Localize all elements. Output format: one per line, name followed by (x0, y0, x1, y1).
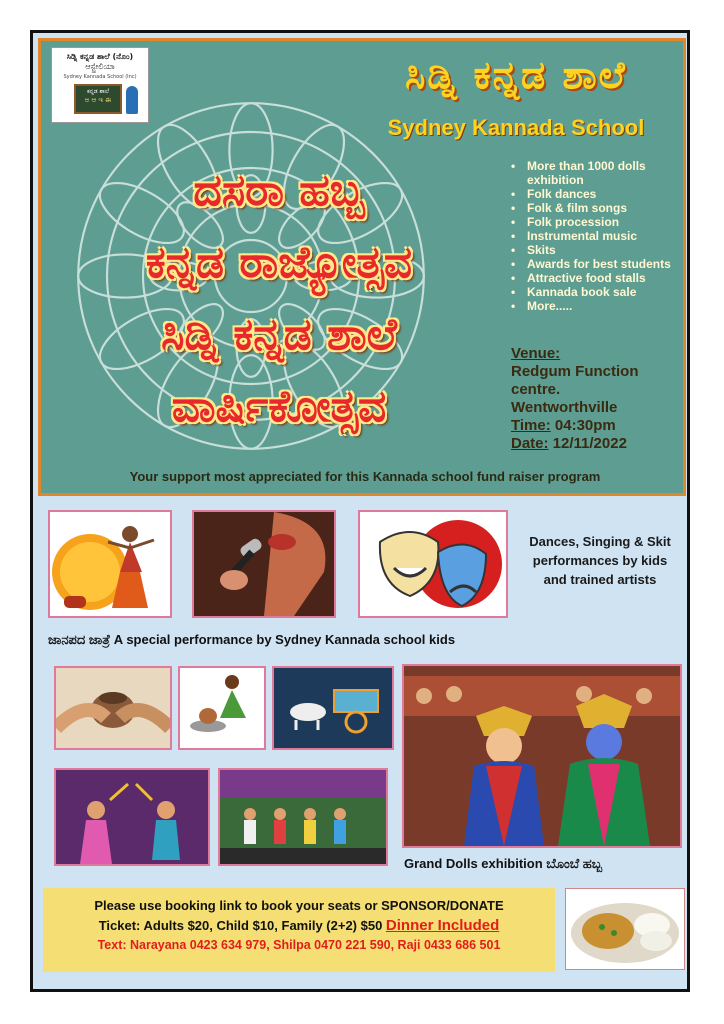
feature-item: • Kannada book sale (523, 285, 686, 299)
booking-panel (43, 888, 555, 972)
bullock-cart-icon (274, 668, 392, 748)
microphone-icon (194, 512, 334, 616)
feature-item: • More..... (523, 299, 686, 313)
village-fair-image (218, 768, 388, 866)
venue-line: Wentworthville (511, 399, 618, 416)
potter-wheel-image (178, 666, 266, 750)
village-procession-icon (220, 770, 386, 864)
booking-instruction: Please use booking link to book your seats or SPONSOR/DONATE (94, 898, 504, 913)
event-title-rajyotsava: ಕನ್ನಡ ರಾಜ್ಯೋತ್ಸವ (145, 237, 413, 288)
feature-item: • Awards for best students (523, 257, 686, 271)
contact-numbers: Text: Narayana 0423 634 979, Shilpa 0470 221 590, Raji 0433 686 501 (97, 938, 501, 952)
feature-item: • Folk & film songs (523, 201, 686, 215)
event-title-school: ಸಿಡ್ನಿ ಕನ್ನಡ ಶಾಲೆ (161, 309, 397, 360)
time-label: Time: (511, 417, 551, 434)
dolls-exhibition-caption: Grand Dolls exhibition ಬೊಂಬೆ ಹಬ್ಬ (404, 856, 603, 871)
logo-school-name: ಸಿಡ್ನಿ ಕನ್ನಡ ಶಾಲೆ (ನೊಂ) (66, 52, 134, 61)
venue-line: centre. (511, 381, 561, 398)
features-list (509, 159, 686, 313)
feature-item: • Folk dances (523, 187, 686, 201)
food-image (565, 888, 685, 970)
dolls-exhibition-image (402, 664, 682, 848)
top-panel (38, 38, 686, 496)
logo-country: ಆಸ್ಟ್ರೇಲಿಯಾ (85, 62, 115, 71)
ticket-prices (43, 917, 555, 934)
event-date (511, 435, 686, 453)
event-title-anniversary: ವಾರ್ಷಿಕೋತ್ಸವ (171, 381, 387, 432)
feature-item: • Skits (523, 243, 686, 257)
venue-block (511, 345, 686, 453)
food-plate-icon (566, 889, 684, 969)
janapada-caption (48, 632, 455, 648)
drama-masks-image (358, 510, 508, 618)
feature-item: • Folk procession (523, 215, 686, 229)
logo-english-name: Sydney Kannada School (Inc) (63, 74, 137, 80)
event-title-dasara: ದಸರಾ ಹಬ್ಬ (193, 165, 365, 216)
dinner-included: Dinner Included (385, 917, 500, 934)
bullock-cart-image (272, 666, 394, 750)
chalkboard-icon (74, 84, 122, 114)
date-value: 12/11/2022 (548, 435, 627, 452)
english-school-title: Sydney Kannada School (387, 115, 645, 140)
janapada-english: A special performance by Sydney Kannada school kids (110, 632, 456, 647)
dolls-icon (404, 666, 680, 846)
dancer-image (48, 510, 172, 618)
pottery-hands-image (54, 666, 172, 750)
date-label: Date: (511, 435, 549, 452)
school-logo (51, 47, 149, 123)
feature-item: • Instrumental music (523, 229, 686, 243)
theater-masks-icon (360, 512, 506, 616)
kolata-dance-icon (56, 770, 208, 864)
feature-item: • More than 1000 dolls exhibition (523, 159, 686, 187)
support-message: Your support most appreciated for this Kannada school fund raiser program (129, 469, 601, 484)
potter-icon (180, 668, 264, 748)
logo-board-letters: ಅ ಆ ಇ ಈ (84, 96, 112, 104)
feature-item: • Attractive food stalls (523, 271, 686, 285)
ticket-prices-text: Ticket: Adults $20, Child $10, Family (2+2) $50 (98, 918, 386, 933)
folk-dance-kids-image (54, 768, 210, 866)
venue-label: Venue: (511, 345, 561, 362)
dancer-icon (50, 512, 170, 616)
performance-caption: Dances, Singing & Skit performances by kids and trained artists (529, 534, 671, 587)
event-time (511, 417, 686, 435)
pottery-icon (56, 668, 170, 748)
time-value: 04:30pm (550, 417, 616, 434)
janapada-kannada: ಜಾನಪದ ಜಾತ್ರೆ (48, 632, 111, 647)
logo-board-text: ಕನ್ನಡ ಶಾಲೆ (86, 88, 110, 95)
kannada-school-title: ಸಿಡ್ನಿ ಕನ್ನಡ ಶಾಲೆ (405, 53, 627, 97)
student-icon (126, 86, 138, 114)
singer-image (192, 510, 336, 618)
venue-line: Redgum Function (511, 363, 639, 380)
